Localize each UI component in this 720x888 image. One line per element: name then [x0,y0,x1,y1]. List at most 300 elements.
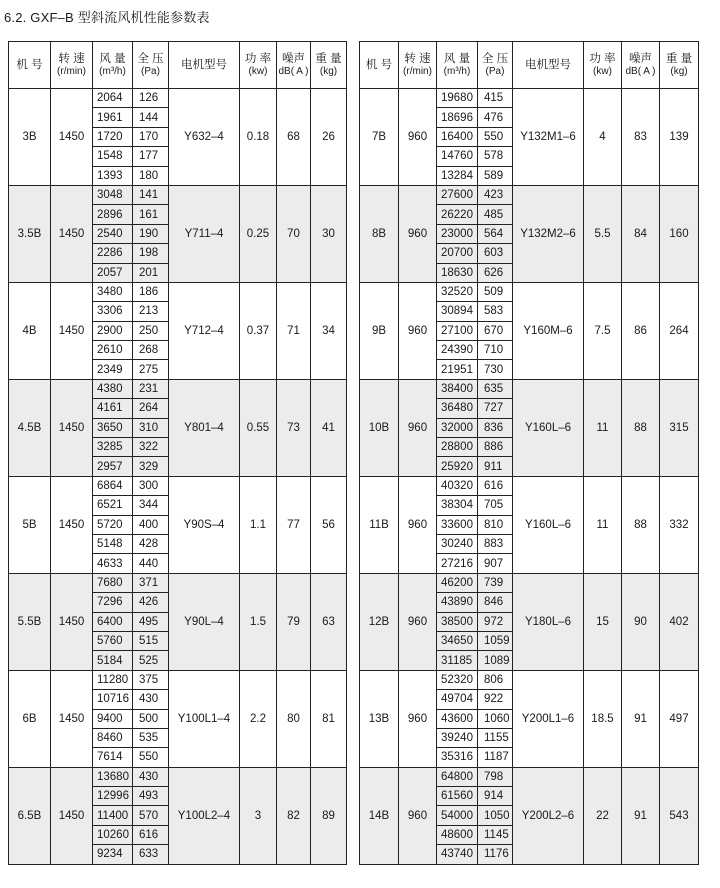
header-motor: 电机型号 [513,42,584,89]
motor-cell: Y180L–6 [513,573,584,670]
flow-cell: 40320 [437,476,478,495]
power-cell: 0.55 [240,379,277,476]
pressure-cell: 177 [133,147,169,166]
fan-model-group [9,767,347,864]
weight-cell: 56 [311,476,347,573]
fan-model-group [9,379,347,476]
weight-cell: 264 [660,282,699,379]
power-cell: 0.37 [240,282,277,379]
speed-cell: 960 [399,767,437,864]
pressure-cell: 428 [133,534,169,553]
pressure-cell: 739 [478,573,513,592]
flow-cell: 30894 [437,302,478,321]
table-row [360,89,699,108]
pressure-cell: 616 [133,825,169,844]
flow-cell: 7680 [93,573,133,592]
pressure-cell: 922 [478,690,513,709]
flow-cell: 2900 [93,321,133,340]
flow-cell: 12996 [93,787,133,806]
noise-cell: 84 [622,185,660,282]
flow-cell: 4161 [93,399,133,418]
pressure-cell: 423 [478,185,513,204]
pressure-cell: 231 [133,379,169,398]
pressure-cell: 322 [133,438,169,457]
flow-cell: 5760 [93,631,133,650]
speed-cell: 960 [399,670,437,767]
power-cell: 22 [584,767,622,864]
flow-cell: 2957 [93,457,133,476]
fan-model-group [360,573,699,670]
pressure-cell: 564 [478,224,513,243]
flow-cell: 4380 [93,379,133,398]
motor-cell: Y711–4 [169,185,240,282]
speed-cell: 1450 [51,476,93,573]
flow-cell: 27600 [437,185,478,204]
flow-cell: 49704 [437,690,478,709]
pressure-cell: 170 [133,127,169,146]
pressure-cell: 907 [478,554,513,573]
flow-cell: 1720 [93,127,133,146]
flow-cell: 26220 [437,205,478,224]
power-cell: 2.2 [240,670,277,767]
flow-cell: 21951 [437,360,478,379]
table-row [9,573,347,592]
table-row [9,89,347,108]
flow-cell: 6521 [93,496,133,515]
performance-table-right [359,41,699,865]
pressure-cell: 344 [133,496,169,515]
speed-cell: 1450 [51,185,93,282]
pressure-cell: 911 [478,457,513,476]
model-cell: 12B [360,573,399,670]
speed-cell: 1450 [51,282,93,379]
pressure-cell: 440 [133,554,169,573]
flow-cell: 3048 [93,185,133,204]
pressure-cell: 1060 [478,709,513,728]
header-weight: 重 量 (kg) [660,42,699,89]
power-cell: 4 [584,89,622,186]
pressure-cell: 186 [133,282,169,301]
power-cell: 18.5 [584,670,622,767]
pressure-cell: 144 [133,108,169,127]
pressure-cell: 810 [478,515,513,534]
pressure-cell: 201 [133,263,169,282]
flow-cell: 3306 [93,302,133,321]
flow-cell: 24390 [437,341,478,360]
weight-cell: 89 [311,767,347,864]
header-speed: 转 速 (r/min) [399,42,437,89]
speed-cell: 960 [399,476,437,573]
speed-cell: 960 [399,89,437,186]
pressure-cell: 180 [133,166,169,185]
noise-cell: 82 [277,767,311,864]
speed-cell: 960 [399,185,437,282]
model-cell: 6B [9,670,51,767]
flow-cell: 7296 [93,593,133,612]
weight-cell: 402 [660,573,699,670]
pressure-cell: 213 [133,302,169,321]
model-cell: 4.5B [9,379,51,476]
flow-cell: 19680 [437,89,478,108]
pressure-cell: 578 [478,147,513,166]
pressure-cell: 268 [133,341,169,360]
model-cell: 5B [9,476,51,573]
fan-model-group [9,670,347,767]
pressure-cell: 836 [478,418,513,437]
flow-cell: 46200 [437,573,478,592]
flow-cell: 43600 [437,709,478,728]
noise-cell: 77 [277,476,311,573]
motor-cell: Y160L–6 [513,476,584,573]
table-row [360,573,699,592]
flow-cell: 8460 [93,728,133,747]
flow-cell: 1548 [93,147,133,166]
pressure-cell: 1176 [478,845,513,864]
motor-cell: Y100L1–4 [169,670,240,767]
pressure-cell: 798 [478,767,513,786]
pressure-cell: 493 [133,787,169,806]
pressure-cell: 485 [478,205,513,224]
flow-cell: 61560 [437,787,478,806]
table-row [9,185,347,204]
pressure-cell: 635 [478,379,513,398]
motor-cell: Y160M–6 [513,282,584,379]
weight-cell: 26 [311,89,347,186]
pressure-cell: 126 [133,89,169,108]
flow-cell: 9400 [93,709,133,728]
flow-cell: 2057 [93,263,133,282]
flow-cell: 13284 [437,166,478,185]
flow-cell: 3650 [93,418,133,437]
pressure-cell: 141 [133,185,169,204]
flow-cell: 54000 [437,806,478,825]
motor-cell: Y712–4 [169,282,240,379]
weight-cell: 30 [311,185,347,282]
pressure-cell: 275 [133,360,169,379]
header-model: 机 号 [9,42,51,89]
flow-cell: 48600 [437,825,478,844]
fan-model-group [9,282,347,379]
motor-cell: Y90S–4 [169,476,240,573]
table-row [9,379,347,398]
power-cell: 0.18 [240,89,277,186]
weight-cell: 315 [660,379,699,476]
pressure-cell: 430 [133,690,169,709]
fan-model-group [360,185,699,282]
header-power: 功 率 (kw) [584,42,622,89]
flow-cell: 27100 [437,321,478,340]
model-cell: 10B [360,379,399,476]
model-cell: 8B [360,185,399,282]
flow-cell: 18696 [437,108,478,127]
pressure-cell: 515 [133,631,169,650]
flow-cell: 13680 [93,767,133,786]
pressure-cell: 329 [133,457,169,476]
header-pressure: 全 压 (Pa) [133,42,169,89]
fan-model-group [360,282,699,379]
speed-cell: 1450 [51,670,93,767]
motor-cell: Y200L2–6 [513,767,584,864]
model-cell: 3B [9,89,51,186]
pressure-cell: 710 [478,341,513,360]
header-pressure: 全 压 (Pa) [478,42,513,89]
pressure-cell: 310 [133,418,169,437]
table-row [360,379,699,398]
header-model: 机 号 [360,42,399,89]
pressure-cell: 972 [478,612,513,631]
table-row [360,670,699,689]
page-title: 6.2. GXF–B 型斜流风机性能参数表 [4,10,210,25]
flow-cell: 30240 [437,534,478,553]
fan-model-group [9,89,347,186]
pressure-cell: 500 [133,709,169,728]
motor-cell: Y632–4 [169,89,240,186]
motor-cell: Y801–4 [169,379,240,476]
fan-model-group [9,573,347,670]
weight-cell: 41 [311,379,347,476]
fan-model-group [360,476,699,573]
pressure-cell: 300 [133,476,169,495]
speed-cell: 960 [399,379,437,476]
flow-cell: 5720 [93,515,133,534]
flow-cell: 5184 [93,651,133,670]
pressure-cell: 1059 [478,631,513,650]
flow-cell: 16400 [437,127,478,146]
flow-cell: 1961 [93,108,133,127]
model-cell: 14B [360,767,399,864]
pressure-cell: 705 [478,496,513,515]
speed-cell: 1450 [51,89,93,186]
flow-cell: 10716 [93,690,133,709]
motor-cell: Y100L2–4 [169,767,240,864]
pressure-cell: 730 [478,360,513,379]
fan-model-group [9,185,347,282]
power-cell: 3 [240,767,277,864]
flow-cell: 11280 [93,670,133,689]
table-row [9,476,347,495]
pressure-cell: 806 [478,670,513,689]
flow-cell: 4633 [93,554,133,573]
pressure-cell: 570 [133,806,169,825]
speed-cell: 960 [399,282,437,379]
fan-model-group [360,767,699,864]
flow-cell: 23000 [437,224,478,243]
flow-cell: 11400 [93,806,133,825]
pressure-cell: 1145 [478,825,513,844]
pressure-cell: 550 [133,748,169,767]
weight-cell: 160 [660,185,699,282]
motor-cell: Y132M1–6 [513,89,584,186]
power-cell: 0.25 [240,185,277,282]
header-row [9,42,347,89]
weight-cell: 543 [660,767,699,864]
pressure-cell: 583 [478,302,513,321]
pressure-cell: 616 [478,476,513,495]
flow-cell: 36480 [437,399,478,418]
speed-cell: 1450 [51,379,93,476]
flow-cell: 35316 [437,748,478,767]
weight-cell: 81 [311,670,347,767]
flow-cell: 1393 [93,166,133,185]
pressure-cell: 264 [133,399,169,418]
flow-cell: 2610 [93,341,133,360]
power-cell: 1.1 [240,476,277,573]
pressure-cell: 633 [133,845,169,864]
noise-cell: 88 [622,476,660,573]
pressure-cell: 375 [133,670,169,689]
flow-cell: 39240 [437,728,478,747]
pressure-cell: 603 [478,244,513,263]
header-flow: 风 量 (m³/h) [437,42,478,89]
table-row [360,767,699,786]
weight-cell: 332 [660,476,699,573]
flow-cell: 32000 [437,418,478,437]
noise-cell: 91 [622,767,660,864]
model-cell: 4B [9,282,51,379]
header-noise: 噪声 dB( A ) [277,42,311,89]
noise-cell: 80 [277,670,311,767]
flow-cell: 6400 [93,612,133,631]
pressure-cell: 1187 [478,748,513,767]
motor-cell: Y132M2–6 [513,185,584,282]
motor-cell: Y160L–6 [513,379,584,476]
model-cell: 3.5B [9,185,51,282]
noise-cell: 71 [277,282,311,379]
pressure-cell: 415 [478,89,513,108]
fan-model-group [360,89,699,186]
table-row [9,670,347,689]
header-flow: 风 量 (m³/h) [93,42,133,89]
pressure-cell: 426 [133,593,169,612]
model-cell: 6.5B [9,767,51,864]
flow-cell: 38304 [437,496,478,515]
flow-cell: 2540 [93,224,133,243]
pressure-cell: 525 [133,651,169,670]
header-motor: 电机型号 [169,42,240,89]
weight-cell: 63 [311,573,347,670]
noise-cell: 79 [277,573,311,670]
flow-cell: 5148 [93,534,133,553]
noise-cell: 68 [277,89,311,186]
noise-cell: 83 [622,89,660,186]
pressure-cell: 727 [478,399,513,418]
weight-cell: 34 [311,282,347,379]
model-cell: 11B [360,476,399,573]
fan-model-group [9,476,347,573]
pressure-cell: 550 [478,127,513,146]
flow-cell: 52320 [437,670,478,689]
flow-cell: 7614 [93,748,133,767]
speed-cell: 1450 [51,767,93,864]
flow-cell: 14760 [437,147,478,166]
flow-cell: 34650 [437,631,478,650]
model-cell: 5.5B [9,573,51,670]
noise-cell: 86 [622,282,660,379]
pressure-cell: 250 [133,321,169,340]
power-cell: 11 [584,379,622,476]
flow-cell: 64800 [437,767,478,786]
table-row [9,767,347,786]
flow-cell: 25920 [437,457,478,476]
flow-cell: 2896 [93,205,133,224]
pressure-cell: 670 [478,321,513,340]
flow-cell: 2286 [93,244,133,263]
flow-cell: 18630 [437,263,478,282]
table-row [360,476,699,495]
pressure-cell: 886 [478,438,513,457]
power-cell: 7.5 [584,282,622,379]
header-power: 功 率 (kw) [240,42,277,89]
pressure-cell: 371 [133,573,169,592]
motor-cell: Y200L1–6 [513,670,584,767]
pressure-cell: 400 [133,515,169,534]
table-row [9,282,347,301]
pressure-cell: 509 [478,282,513,301]
power-cell: 1.5 [240,573,277,670]
header-weight: 重 量 (kg) [311,42,347,89]
pressure-cell: 430 [133,767,169,786]
flow-cell: 32520 [437,282,478,301]
noise-cell: 73 [277,379,311,476]
flow-cell: 43890 [437,593,478,612]
flow-cell: 2064 [93,89,133,108]
pressure-cell: 198 [133,244,169,263]
speed-cell: 1450 [51,573,93,670]
noise-cell: 90 [622,573,660,670]
table-row [360,282,699,301]
pressure-cell: 1089 [478,651,513,670]
motor-cell: Y90L–4 [169,573,240,670]
speed-cell: 960 [399,573,437,670]
noise-cell: 70 [277,185,311,282]
flow-cell: 20700 [437,244,478,263]
header-row [360,42,699,89]
fan-model-group [360,379,699,476]
model-cell: 13B [360,670,399,767]
table-row [360,185,699,204]
pressure-cell: 476 [478,108,513,127]
pressure-cell: 161 [133,205,169,224]
weight-cell: 497 [660,670,699,767]
flow-cell: 31185 [437,651,478,670]
pressure-cell: 1155 [478,728,513,747]
power-cell: 11 [584,476,622,573]
pressure-cell: 914 [478,787,513,806]
flow-cell: 3285 [93,438,133,457]
power-cell: 15 [584,573,622,670]
flow-cell: 28800 [437,438,478,457]
flow-cell: 33600 [437,515,478,534]
fan-model-group [360,670,699,767]
model-cell: 9B [360,282,399,379]
pressure-cell: 535 [133,728,169,747]
header-speed: 转 速 (r/min) [51,42,93,89]
flow-cell: 27216 [437,554,478,573]
weight-cell: 139 [660,89,699,186]
flow-cell: 6864 [93,476,133,495]
performance-table-left [8,41,347,865]
power-cell: 5.5 [584,185,622,282]
flow-cell: 2349 [93,360,133,379]
flow-cell: 10260 [93,825,133,844]
noise-cell: 91 [622,670,660,767]
pressure-cell: 846 [478,593,513,612]
model-cell: 7B [360,89,399,186]
pressure-cell: 589 [478,166,513,185]
pressure-cell: 190 [133,224,169,243]
flow-cell: 38400 [437,379,478,398]
header-noise: 噪声 dB( A ) [622,42,660,89]
